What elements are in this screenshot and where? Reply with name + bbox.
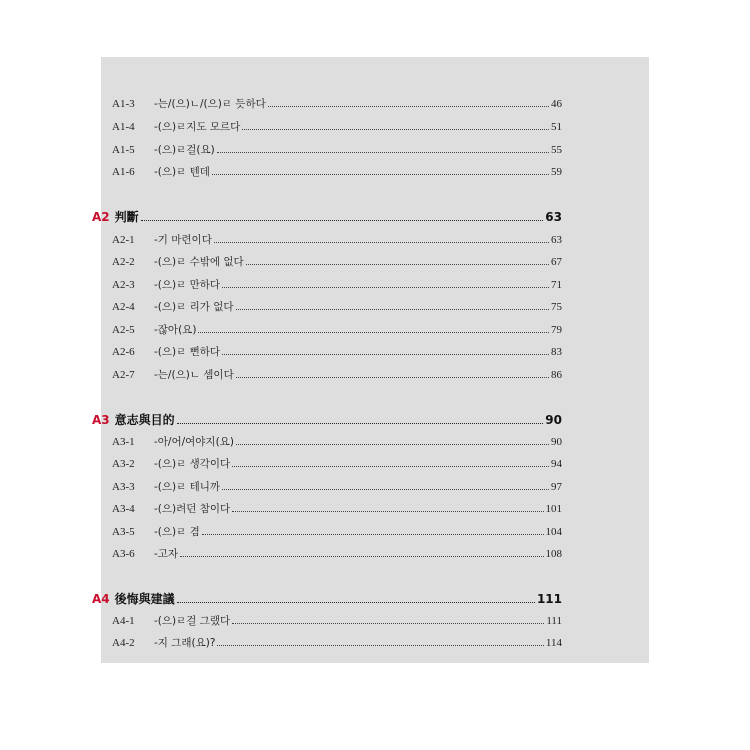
entry-code: A2-6 xyxy=(112,346,135,358)
entry-page: 90 xyxy=(551,436,562,448)
dot-leader xyxy=(177,423,544,424)
dot-leader xyxy=(214,242,549,243)
entry-page: 55 xyxy=(551,144,562,156)
dot-leader xyxy=(177,602,535,603)
toc-entry[interactable] xyxy=(112,164,562,184)
toc-entry[interactable] xyxy=(112,254,562,274)
entry-title: -(으)ㄹ 겸 xyxy=(154,526,200,538)
entry-page: 67 xyxy=(551,256,562,268)
entry-code: A3-6 xyxy=(112,548,135,560)
dot-leader xyxy=(212,174,549,175)
entry-code: A1-4 xyxy=(112,121,135,133)
entry-page: 75 xyxy=(551,301,562,313)
entry-title: -잖아(요) xyxy=(154,324,197,336)
entry-page: 59 xyxy=(551,166,562,178)
entry-page: 71 xyxy=(551,279,562,291)
entry-code: A3-4 xyxy=(112,503,135,515)
entry-title: -는/(으)ㄴ/(으)ㄹ 듯하다 xyxy=(154,98,266,110)
entry-page: 104 xyxy=(545,526,562,538)
entry-title: -지 그래(요)? xyxy=(154,637,216,649)
entry-page: 114 xyxy=(545,637,562,649)
entry-title: -(으)ㄹ 생각이다 xyxy=(154,458,231,470)
entry-code: A3-5 xyxy=(112,526,135,538)
toc-entry[interactable] xyxy=(112,367,562,387)
dot-leader xyxy=(236,377,549,378)
section-code: A4 xyxy=(92,592,110,606)
entry-code: A3-1 xyxy=(112,436,135,448)
entry-page: 97 xyxy=(551,481,562,493)
dot-leader xyxy=(217,152,549,153)
toc-entry[interactable] xyxy=(112,456,562,476)
entry-title: -(으)ㄹ 수밖에 없다 xyxy=(154,256,244,268)
entry-code: A1-5 xyxy=(112,144,135,156)
entry-page: 83 xyxy=(551,346,562,358)
dot-leader xyxy=(242,129,549,130)
dot-leader xyxy=(222,489,549,490)
section-code: A3 xyxy=(92,413,110,427)
toc-entry[interactable] xyxy=(112,613,562,633)
dot-leader xyxy=(222,354,549,355)
toc-section-heading[interactable] xyxy=(92,411,562,433)
dot-leader xyxy=(222,287,549,288)
dot-leader xyxy=(141,220,544,221)
entry-title: -는/(으)ㄴ 셈이다 xyxy=(154,369,234,381)
dot-leader xyxy=(232,466,549,467)
entry-title: -(으)ㄹ걸(요) xyxy=(154,144,215,156)
dot-leader xyxy=(232,623,544,624)
toc-section-heading[interactable] xyxy=(92,208,562,230)
toc-entry[interactable] xyxy=(112,635,562,655)
entry-code: A4-2 xyxy=(112,637,135,649)
entry-code: A2-4 xyxy=(112,301,135,313)
entry-code: A2-2 xyxy=(112,256,135,268)
entry-page: 79 xyxy=(551,324,562,336)
toc-entry[interactable] xyxy=(112,322,562,342)
entry-code: A2-5 xyxy=(112,324,135,336)
entry-title: -아/어/여야지(요) xyxy=(154,436,234,448)
section-title: 後悔與建議 xyxy=(114,592,175,606)
entry-page: 94 xyxy=(551,458,562,470)
toc-entry[interactable] xyxy=(112,524,562,544)
section-title: 意志與目的 xyxy=(114,413,175,427)
toc-entry[interactable] xyxy=(112,299,562,319)
entry-title: -(으)ㄹ 만하다 xyxy=(154,279,221,291)
entry-code: A3-3 xyxy=(112,481,135,493)
toc-entry[interactable] xyxy=(112,96,562,116)
toc-entry[interactable] xyxy=(112,501,562,521)
entry-title: -(으)ㄹ 리가 없다 xyxy=(154,301,234,313)
toc-entry[interactable] xyxy=(112,434,562,454)
toc-entry[interactable] xyxy=(112,142,562,162)
entry-title: -기 마련이다 xyxy=(154,234,212,246)
entry-title: -(으)ㄹ지도 모르다 xyxy=(154,121,241,133)
dot-leader xyxy=(246,264,549,265)
dot-leader xyxy=(217,645,543,646)
section-page: 63 xyxy=(545,210,562,224)
toc-entry[interactable] xyxy=(112,277,562,297)
toc-entry[interactable] xyxy=(112,479,562,499)
toc-section-heading[interactable] xyxy=(92,590,562,612)
dot-leader xyxy=(198,332,549,333)
entry-page: 63 xyxy=(551,234,562,246)
entry-title: -고자 xyxy=(154,548,179,560)
section-page: 90 xyxy=(545,413,562,427)
entry-code: A2-3 xyxy=(112,279,135,291)
entry-page: 108 xyxy=(545,548,562,560)
entry-title: -(으)ㄹ 뻔하다 xyxy=(154,346,221,358)
dot-leader xyxy=(180,556,543,557)
entry-code: A3-2 xyxy=(112,458,135,470)
entry-page: 51 xyxy=(551,121,562,133)
entry-code: A1-3 xyxy=(112,98,135,110)
entry-page: 111 xyxy=(546,615,562,627)
toc-entry[interactable] xyxy=(112,232,562,252)
entry-title: -(으)려던 참이다 xyxy=(154,503,231,515)
entry-title: -(으)ㄹ 텐데 xyxy=(154,166,210,178)
entry-page: 86 xyxy=(551,369,562,381)
dot-leader xyxy=(236,444,549,445)
entry-code: A2-7 xyxy=(112,369,135,381)
dot-leader xyxy=(236,309,549,310)
dot-leader xyxy=(268,106,549,107)
section-title: 判斷 xyxy=(114,210,139,224)
toc-entry[interactable] xyxy=(112,119,562,139)
section-code: A2 xyxy=(92,210,110,224)
toc-entry[interactable] xyxy=(112,546,562,566)
entry-title: -(으)ㄹ 테니까 xyxy=(154,481,221,493)
entry-page: 46 xyxy=(551,98,562,110)
entry-code: A2-1 xyxy=(112,234,135,246)
entry-code: A4-1 xyxy=(112,615,135,627)
entry-page: 101 xyxy=(545,503,562,515)
dot-leader xyxy=(202,534,544,535)
entry-title: -(으)ㄹ걸 그랬다 xyxy=(154,615,231,627)
section-page: 111 xyxy=(536,592,562,606)
dot-leader xyxy=(232,511,543,512)
toc-entry[interactable] xyxy=(112,344,562,364)
entry-code: A1-6 xyxy=(112,166,135,178)
